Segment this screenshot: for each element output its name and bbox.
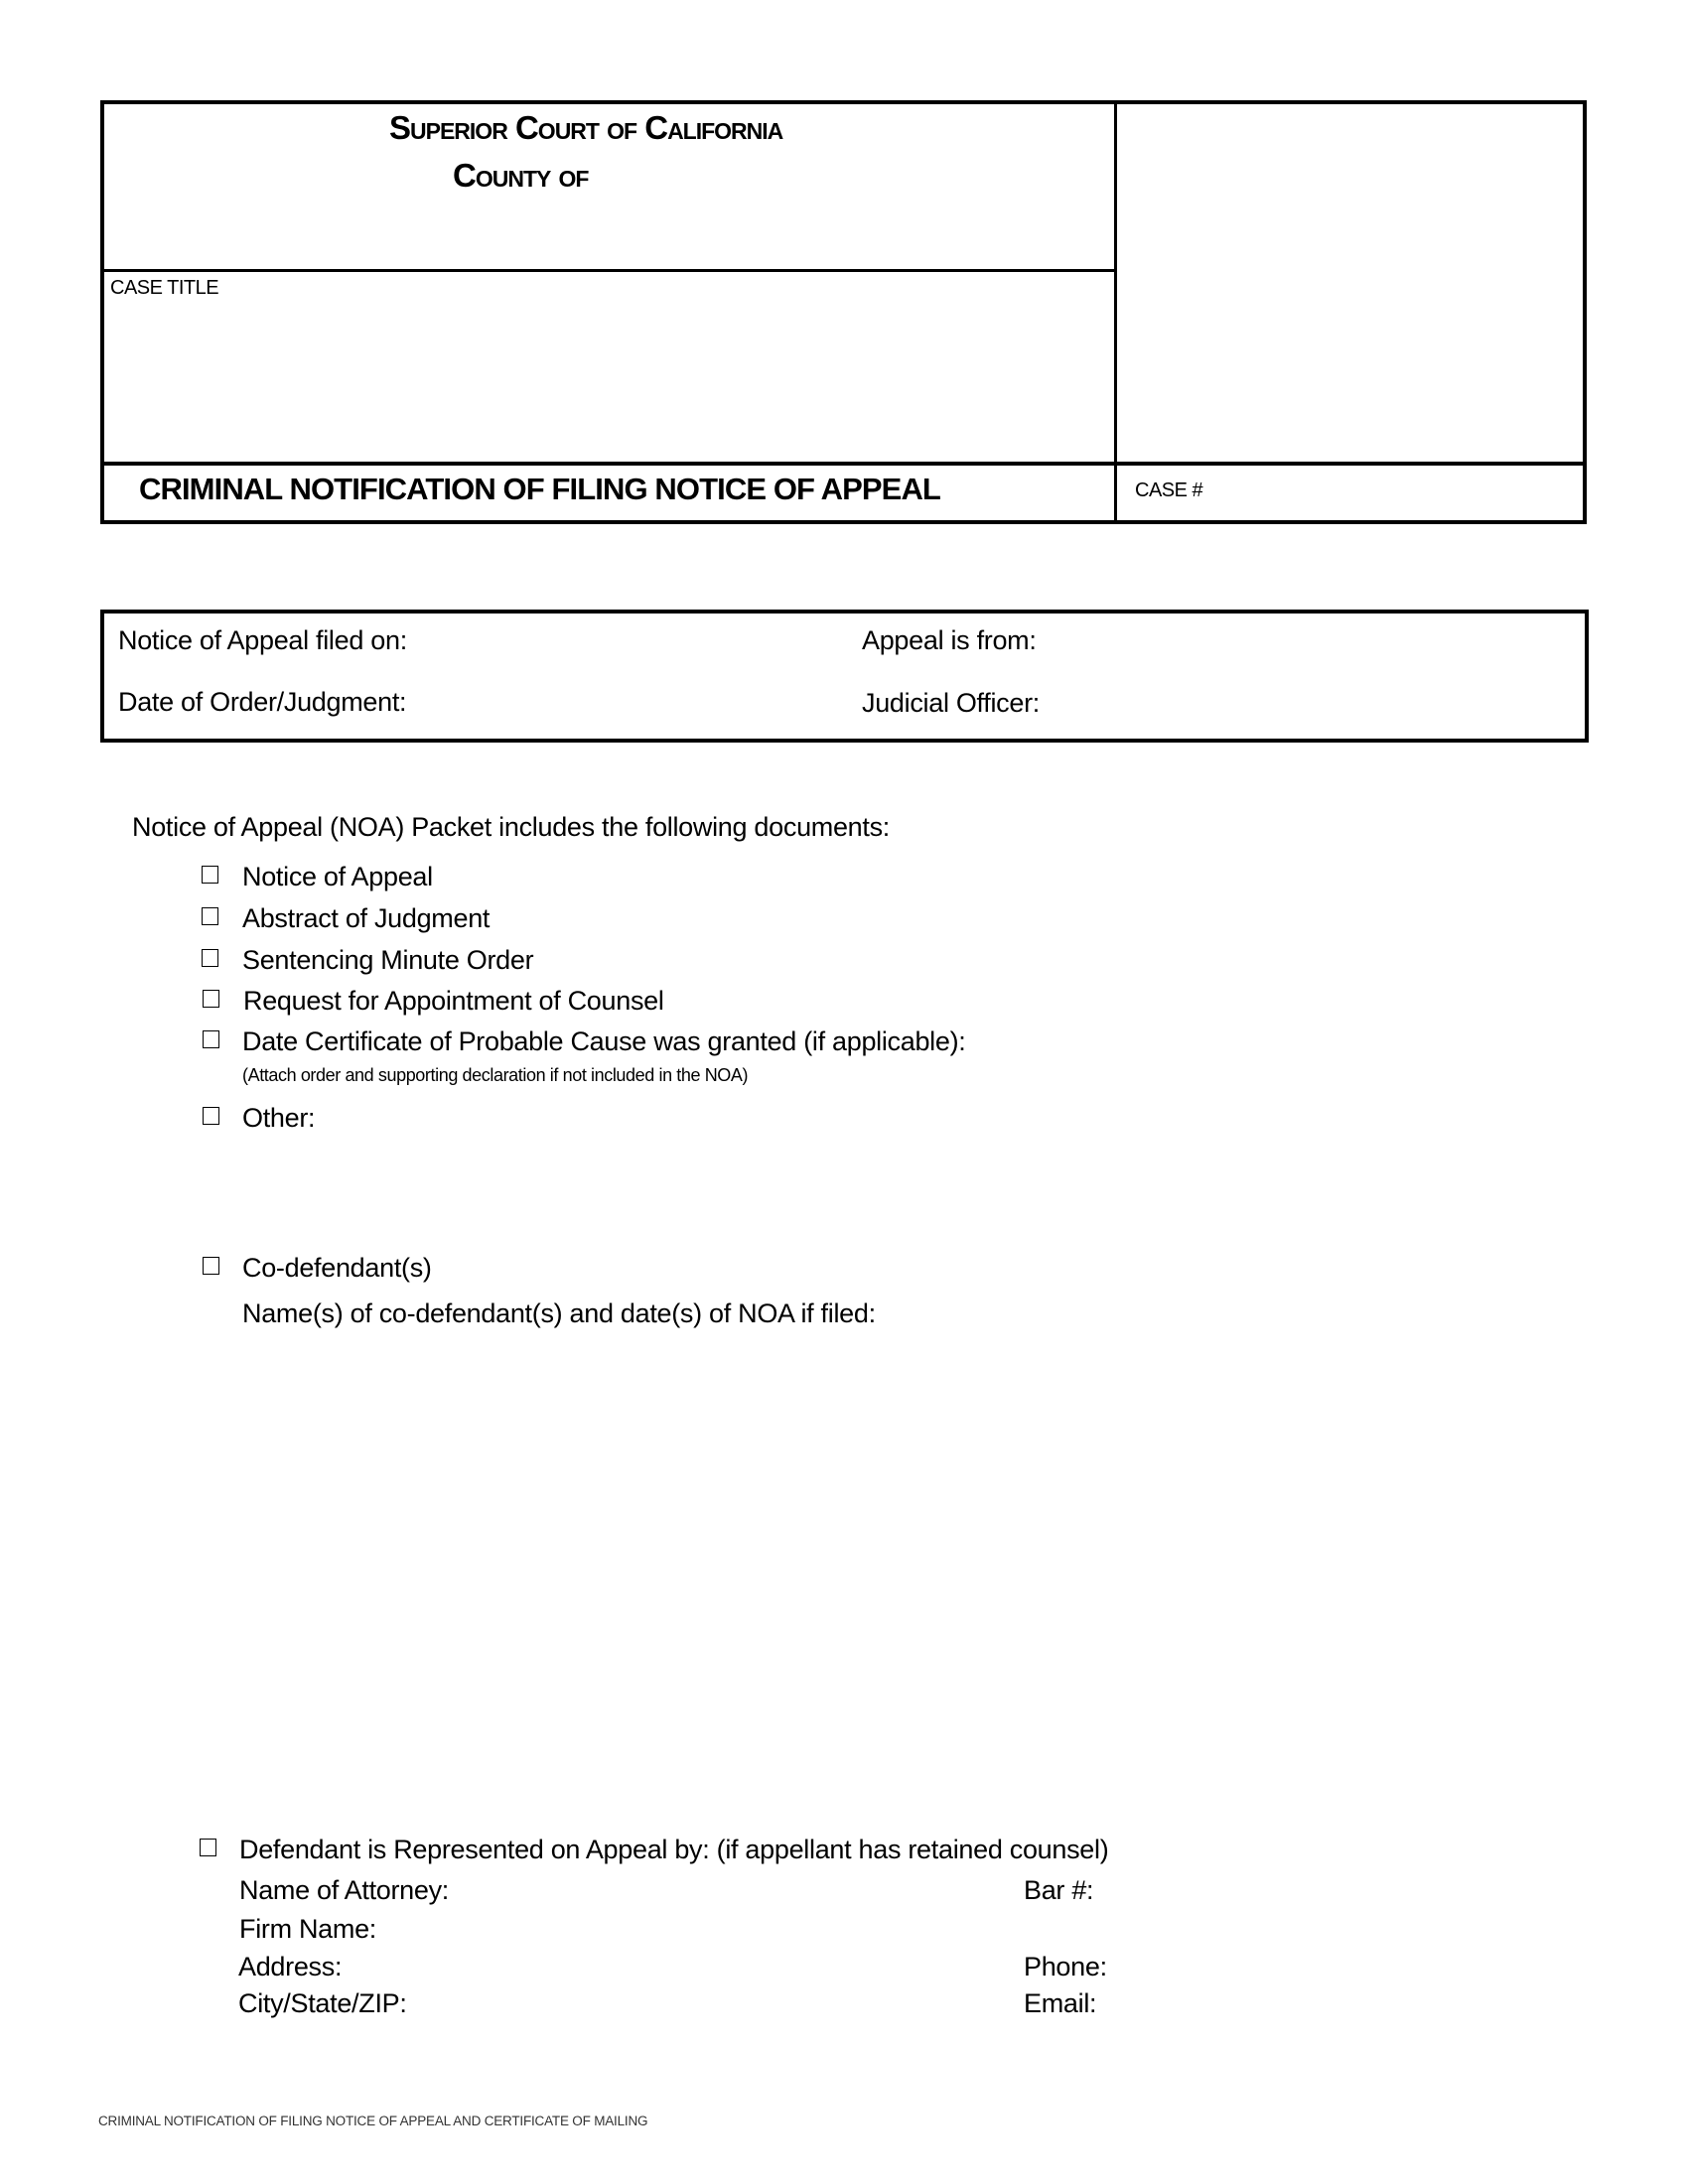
filed-on-label: Notice of Appeal filed on:: [118, 625, 407, 655]
court-name: Superior Court of California: [389, 109, 783, 146]
court-stamp-area: [1122, 107, 1579, 460]
divider: [100, 462, 1587, 466]
county-label: County of: [453, 157, 589, 194]
phone-label: Phone:: [1024, 1952, 1107, 1981]
case-title-label: CASE TITLE: [110, 277, 219, 299]
checkbox-notice-of-appeal[interactable]: [202, 866, 218, 884]
checkbox-abstract-of-judgment[interactable]: [202, 907, 218, 925]
divider: [1114, 100, 1117, 523]
codefendant-names-label: Name(s) of co-defendant(s) and date(s) of NOA if filed:: [242, 1298, 876, 1328]
case-number-label: CASE #: [1135, 479, 1203, 501]
represented-label: Defendant is Represented on Appeal by: (if appellant has retained counsel): [239, 1835, 1109, 1864]
judicial-officer-label: Judicial Officer:: [862, 688, 1040, 718]
packet-heading: Notice of Appeal (NOA) Packet includes the following documents:: [132, 812, 891, 842]
case-number-field[interactable]: [1201, 471, 1579, 516]
order-date-label: Date of Order/Judgment:: [118, 687, 407, 717]
checkbox-probable-cause[interactable]: [203, 1030, 219, 1048]
item-other: Other:: [242, 1103, 316, 1133]
divider: [100, 269, 1115, 272]
firm-name-label: Firm Name:: [239, 1914, 376, 1944]
checkbox-other[interactable]: [203, 1107, 219, 1125]
item-abstract-of-judgment: Abstract of Judgment: [242, 903, 491, 933]
item-sentencing-minute-order: Sentencing Minute Order: [242, 945, 534, 975]
city-state-zip-label: City/State/ZIP:: [238, 1988, 407, 2018]
email-label: Email:: [1024, 1988, 1097, 2018]
item-probable-cause: Date Certificate of Probable Cause was granted (if applicable):: [242, 1026, 966, 1056]
checkbox-request-counsel[interactable]: [203, 990, 219, 1008]
attorney-name-label: Name of Attorney:: [239, 1875, 450, 1905]
form-title: CRIMINAL NOTIFICATION OF FILING NOTICE OF APPEAL: [139, 472, 940, 506]
checkbox-represented[interactable]: [200, 1839, 216, 1856]
page-footer: CRIMINAL NOTIFICATION OF FILING NOTICE OF APPEAL AND CERTIFICATE OF MAILING: [98, 2114, 648, 2128]
appeal-from-label: Appeal is from:: [862, 625, 1037, 655]
bar-number-label: Bar #:: [1024, 1875, 1094, 1905]
case-title-field[interactable]: [109, 303, 1107, 457]
checkbox-codefendant[interactable]: [203, 1257, 219, 1275]
item-request-counsel: Request for Appointment of Counsel: [243, 986, 664, 1016]
address-label: Address:: [238, 1952, 343, 1981]
codefendant-label: Co-defendant(s): [242, 1253, 432, 1283]
probable-cause-note: (Attach order and supporting declaration if not included in the NOA): [242, 1065, 749, 1085]
item-notice-of-appeal: Notice of Appeal: [242, 862, 433, 891]
checkbox-sentencing-minute-order[interactable]: [202, 949, 218, 967]
